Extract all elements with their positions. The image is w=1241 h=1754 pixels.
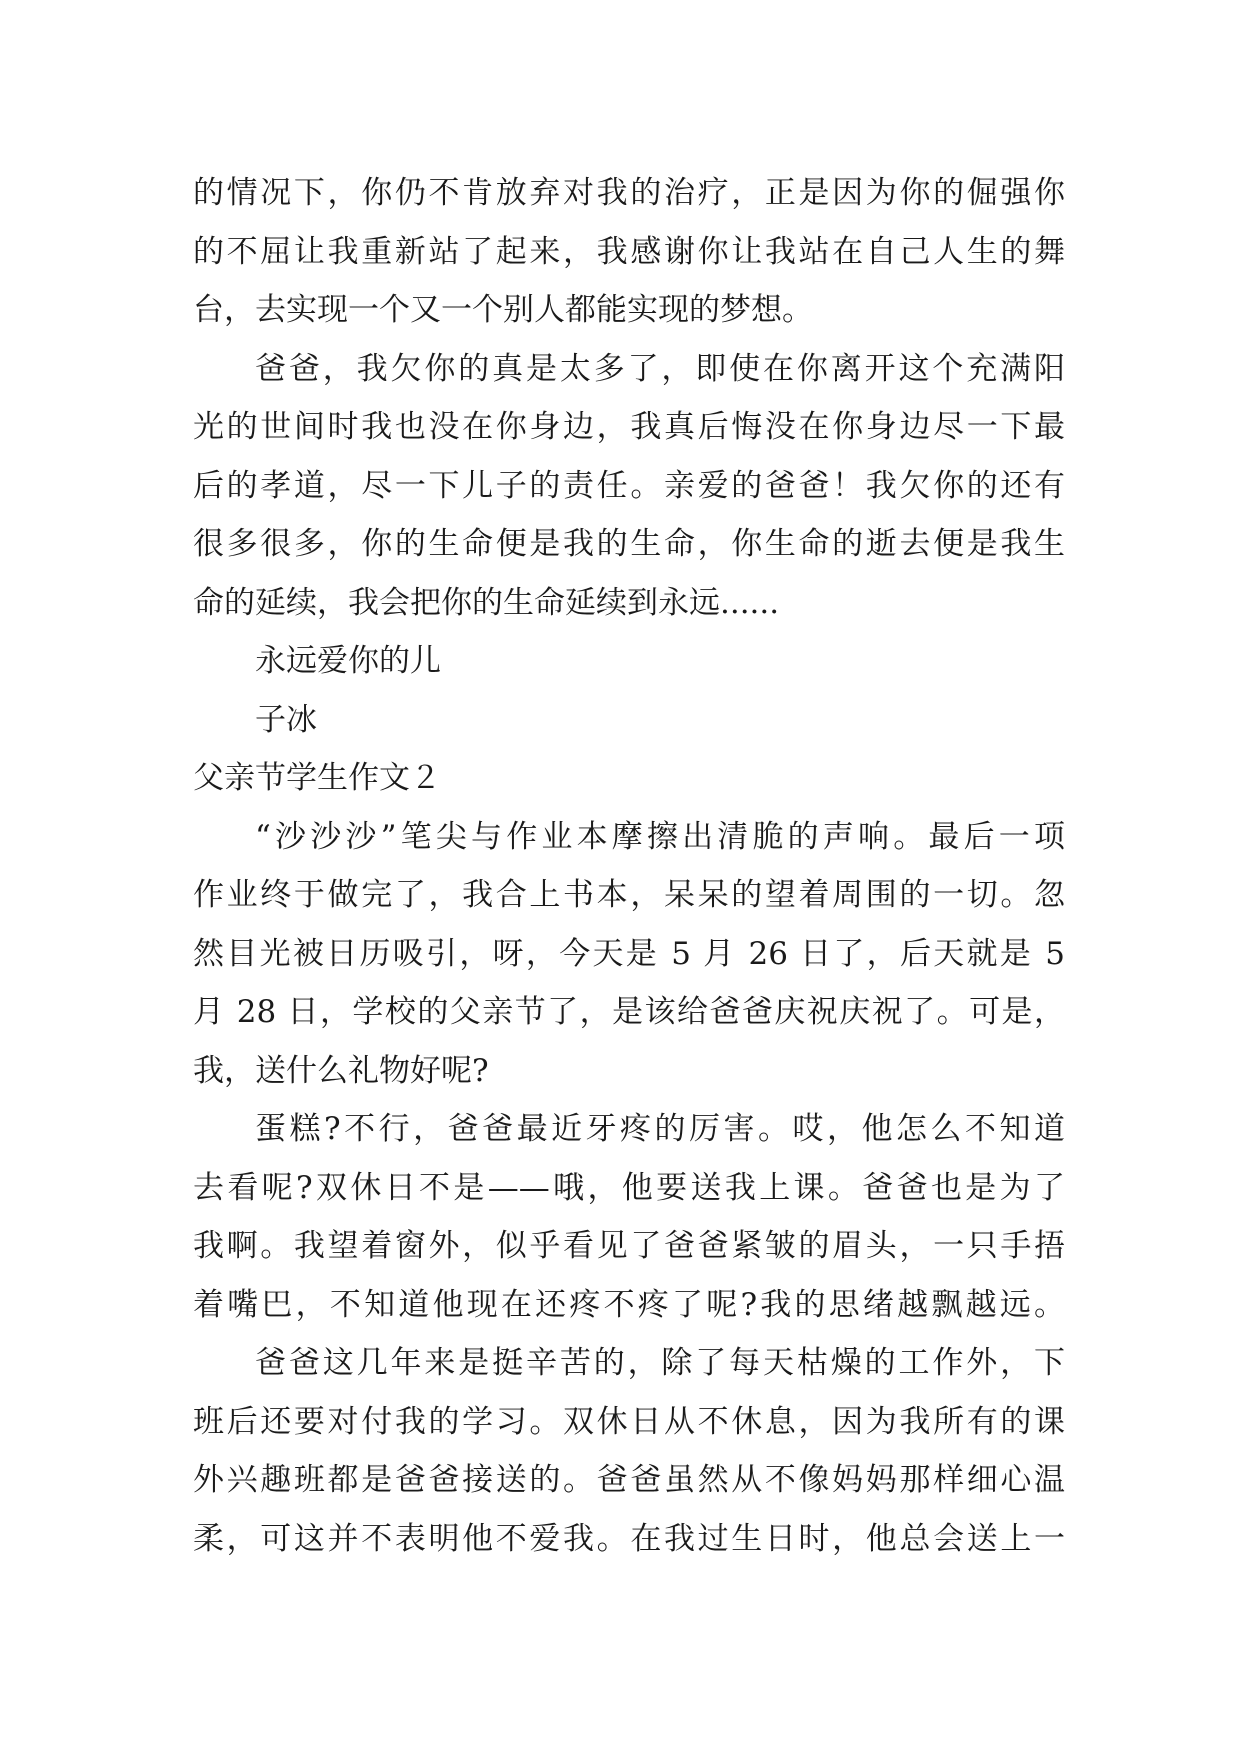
paragraph-first-line: 爸爸，我欠你的真是太多了，即使在你离开这个充满阳 — [255, 350, 1065, 387]
document-body — [193, 164, 1065, 1568]
text-line: 很多很多，你的生命便是我的生命，你生命的逝去便是我生 — [193, 526, 1065, 562]
text-line: 外兴趣班都是爸爸接送的。爸爸虽然从不像妈妈那样细心温 — [193, 1462, 1065, 1498]
paragraph-first-line: 爸爸这几年来是挺辛苦的，除了每天枯燥的工作外，下 — [255, 1345, 1065, 1381]
section-title: 父亲节学生作文２ — [193, 760, 441, 796]
text-line: 的不屈让我重新站了起来，我感谢你让我站在自己人生的舞 — [193, 233, 1065, 270]
text-line: 作业终于做完了，我合上书本，呆呆的望着周围的一切。忽 — [193, 877, 1065, 913]
paragraph-first-line: “沙沙沙”笔尖与作业本摩擦出清脆的声响。最后一项 — [255, 818, 1065, 855]
text-line: 我啊。我望着窗外，似乎看见了爸爸紧皱的眉头，一只手捂 — [193, 1228, 1065, 1264]
signature-name: 子冰 — [255, 701, 317, 738]
text-line: 去看呢?双休日不是——哦，他要送我上课。爸爸也是为了 — [193, 1169, 1065, 1206]
text-line: 光的世间时我也没在你身边，我真后悔没在你身边尽一下最 — [193, 409, 1065, 445]
text-line: 着嘴巴，不知道他现在还疼不疼了呢?我的思绪越飘越远。 — [193, 1286, 1065, 1323]
text-line: 的情况下，你仍不肯放弃对我的治疗，正是因为你的倔强你 — [193, 175, 1065, 211]
signature-line: 永远爱你的儿 — [255, 643, 441, 679]
text-line: 柔，可这并不表明他不爱我。在我过生日时，他总会送上一 — [193, 1520, 1065, 1557]
text-line: 台，去实现一个又一个别人都能实现的梦想。 — [193, 292, 813, 328]
paragraph-first-line: 蛋糕?不行，爸爸最近牙疼的厉害。哎，他怎么不知道 — [255, 1111, 1065, 1147]
text-line: 月 28 日，学校的父亲节了，是该给爸爸庆祝庆祝了。可是， — [193, 994, 1065, 1030]
text-line: 我，送什么礼物好呢? — [193, 1052, 489, 1089]
text-line: 命的延续，我会把你的生命延续到永远...... — [193, 584, 780, 621]
text-line: 后的孝道，尽一下儿子的责任。亲爱的爸爸！我欠你的还有 — [193, 467, 1065, 504]
text-line: 然目光被日历吸引，呀，今天是 5 月 26 日了，后天就是 5 — [193, 935, 1065, 972]
text-line: 班后还要对付我的学习。双休日从不休息，因为我所有的课 — [193, 1403, 1065, 1440]
